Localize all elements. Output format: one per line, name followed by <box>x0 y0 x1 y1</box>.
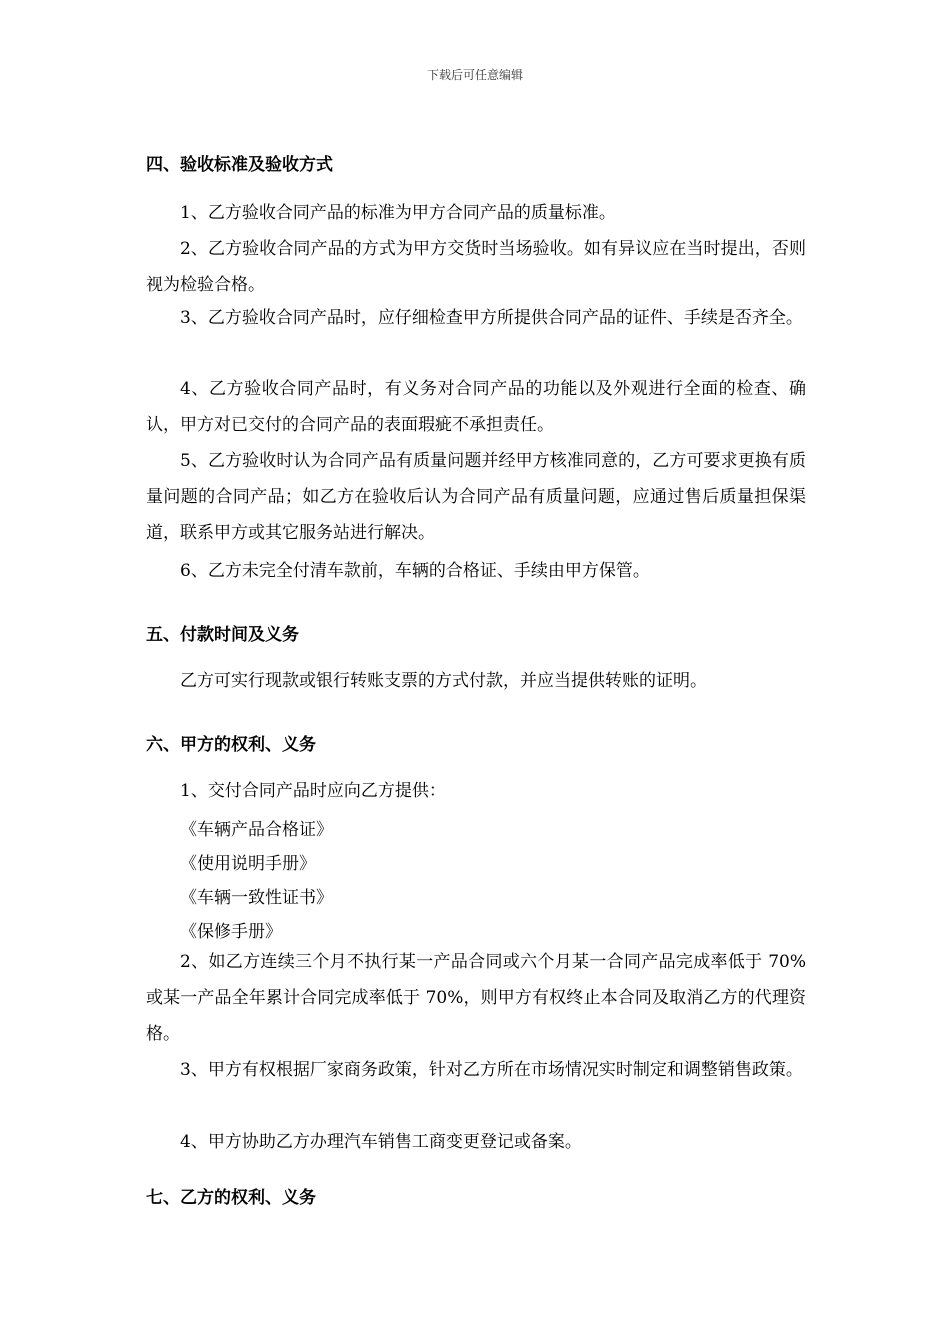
section-4-item-2: 2、乙方验收合同产品的方式为甲方交货时当场验收。如有异议应在当时提出，否则视为检验合格。 <box>146 239 806 295</box>
document-list-item: 《车辆一致性证书》 <box>180 888 333 908</box>
section-6-item-4: 4、甲方协助乙方办理汽车销售工商变更登记或备案。 <box>180 1132 582 1152</box>
document-list-item: 《车辆产品合格证》 <box>180 820 333 840</box>
page-header: 下载后可任意编辑 <box>426 68 523 82</box>
section-6-heading: 六、甲方的权利、义务 <box>146 735 316 755</box>
section-5-heading: 五、付款时间及义务 <box>146 625 299 645</box>
section-4-item-3: 3、乙方验收合同产品时，应仔细检查甲方所提供合同产品的证件、手续是否齐全。 <box>180 308 803 328</box>
section-4-item-1: 1、乙方验收合同产品的标准为甲方合同产品的质量标准。 <box>180 203 616 223</box>
section-4-item-6: 6、乙方未完全付清车款前，车辆的合格证、手续由甲方保管。 <box>180 561 650 581</box>
section-7-heading: 七、乙方的权利、义务 <box>146 1188 316 1208</box>
section-4-item-4: 4、乙方验收合同产品时，有义务对合同产品的功能以及外观进行全面的检查、确认，甲方对已交付的合同产品的表面瑕疵不承担责任。 <box>146 379 806 435</box>
section-6-item-3: 3、甲方有权根据厂家商务政策，针对乙方所在市场情况实时制定和调整销售政策。 <box>180 1060 803 1080</box>
section-6-item-1: 1、交付合同产品时应向乙方提供： <box>180 781 446 801</box>
section-4-item-5: 5、乙方验收时认为合同产品有质量问题并经甲方核准同意的，乙方可要求更换有质量问题的合同产品；如乙方在验收后认为合同产品有质量问题，应通过售后质量担保渠道，联系甲方或其它服务站进行解决。 <box>146 451 806 543</box>
document-list-item: 《保修手册》 <box>180 922 282 942</box>
section-6-item-2: 2、如乙方连续三个月不执行某一产品合同或六个月某一合同产品完成率低于 70%或某一产品全年累计合同完成率低于 70%，则甲方有权终止本合同及取消乙方的代理资格。 <box>146 952 806 1044</box>
document-list-item: 《使用说明手册》 <box>180 854 316 874</box>
section-5-paragraph: 乙方可实行现款或银行转账支票的方式付款，并应当提供转账的证明。 <box>180 671 707 691</box>
section-4-heading: 四、验收标准及验收方式 <box>146 155 333 175</box>
